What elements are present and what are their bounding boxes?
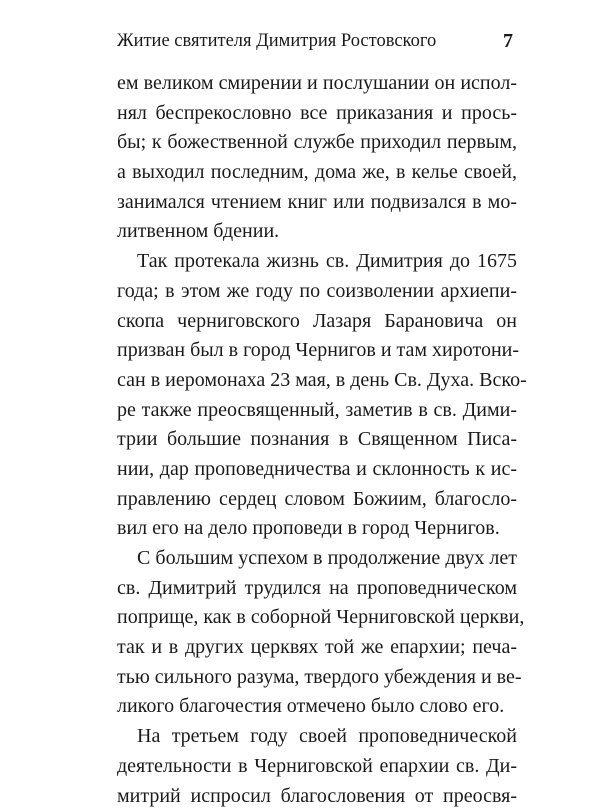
text-line: призван был в город Чернигов и там хиротони- <box>117 336 517 366</box>
text-line: нии, дар проповедничества и склонность к ис- <box>117 455 517 485</box>
text-line: Так протекала жизнь св. Димитрия до 1675 <box>117 247 517 277</box>
text-line: года; в этом же году по соизволении архиепи- <box>117 277 517 307</box>
body-text <box>117 69 517 811</box>
text-line: так и в других церквях той же епархии; печа- <box>117 633 517 663</box>
text-line: митрий испросил благословения от преосвя- <box>117 782 517 811</box>
text-line: нял беспрекословно все приказания и прось- <box>117 99 517 129</box>
text-line: вил его на дело проповеди в город Чернигов. <box>117 514 517 544</box>
text-line: ре также преосвященный, заметив в св. Дими- <box>117 396 517 426</box>
text-line: св. Димитрий трудился на проповедническом <box>117 574 517 604</box>
paragraph-2 <box>117 247 517 544</box>
paragraph-3 <box>117 544 517 722</box>
page-header <box>117 28 517 54</box>
text-line: литвенном бдении. <box>117 217 517 247</box>
text-line: тью сильного разума, твердого убеждения и ве- <box>117 663 517 693</box>
paragraph-1 <box>117 69 517 247</box>
text-line: а выходил последним, дома же, в келье своей, <box>117 158 517 188</box>
text-line: На третьем году своей проповеднической <box>117 722 517 752</box>
text-line: С большим успехом в продолжение двух лет <box>117 544 517 574</box>
page-number: 7 <box>503 28 513 54</box>
text-line: занимался чтением книг или подвизался в мо- <box>117 188 517 218</box>
text-line: правлению сердец словом Божиим, благосло- <box>117 485 517 515</box>
text-line: деятельности в Черниговской епархии св. Ди- <box>117 752 517 782</box>
text-line: сан в иеромонаха 23 мая, в день Св. Духа. Вско- <box>117 366 517 396</box>
running-title: Житие святителя Димитрия Ростовского <box>117 28 436 54</box>
paragraph-4 <box>117 722 517 811</box>
text-line: бы; к божественной службе приходил первым, <box>117 128 517 158</box>
text-line: ликого благочестия отмечено было слово его. <box>117 692 517 722</box>
text-line: ем великом смирении и послушании он испол- <box>117 69 517 99</box>
text-line: поприще, как в соборной Черниговской церкви, <box>117 603 517 633</box>
text-line: скопа черниговского Лазаря Барановича он <box>117 307 517 337</box>
text-line: трии большие познания в Священном Писа- <box>117 425 517 455</box>
